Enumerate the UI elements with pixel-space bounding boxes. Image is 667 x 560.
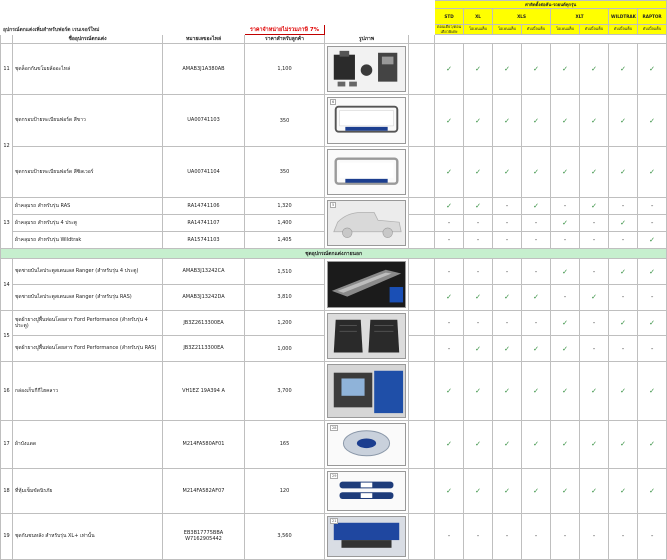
- fit-mark: ✓: [435, 95, 464, 146]
- price: 350: [245, 95, 325, 146]
- fit-mark: ✓: [551, 215, 580, 232]
- fit-mark: ✓: [551, 146, 580, 197]
- fit-mark: ✓: [522, 44, 551, 95]
- item-name: ชุดชายบันไดประตูสเตนเลส Ranger (สำหรับรุ่น RAS): [13, 285, 163, 311]
- fit-mark: ✓: [609, 468, 638, 514]
- fit-mark: -: [435, 215, 464, 232]
- group-xls: XLS: [493, 9, 551, 25]
- floor-mat-photo: [327, 313, 406, 359]
- fit-mark: ✓: [435, 285, 464, 311]
- sub-0: ตอนเดียว/ตอนเดียวพิเศษ: [435, 25, 464, 35]
- item-name: ผ้าคลุมรถ สำหรับรุ่น 4 ประตู: [13, 215, 163, 232]
- price: 3,560: [245, 514, 325, 560]
- storage-box-photo: [327, 364, 406, 418]
- photo-number: 6: [332, 100, 335, 105]
- fit-mark: -: [580, 215, 609, 232]
- fit-mark: ✓: [435, 421, 464, 469]
- col-header-name: ชื่ออุปกรณ์ตกแต่ง: [13, 35, 163, 44]
- group-wildtrak: WILDTRAK: [609, 9, 638, 25]
- car-cover-photo: [327, 200, 406, 246]
- item-name: ชุดล็อกกันขโมยล้ออะไหล่: [13, 44, 163, 95]
- sub-7: ดับเบิ้ลแค็บ: [638, 25, 667, 35]
- fit-mark: ✓: [435, 468, 464, 514]
- part-number: VH1EZ 19A394 A: [163, 362, 245, 421]
- fit-mark: -: [580, 336, 609, 362]
- fit-mark: ✓: [609, 310, 638, 336]
- price: 1,200: [245, 310, 325, 336]
- fit-mark: ✓: [522, 198, 551, 215]
- part-number: RA14741107: [163, 215, 245, 232]
- row-number: 12: [1, 95, 13, 198]
- fit-mark: ✓: [464, 468, 493, 514]
- group-std: STD: [435, 9, 464, 25]
- part-number: AMAB3J13242CA: [163, 259, 245, 285]
- fit-mark: ✓: [493, 285, 522, 311]
- fit-mark: -: [580, 514, 609, 560]
- row-number: 15: [1, 310, 13, 361]
- fit-mark: ✓: [464, 362, 493, 421]
- price: 1,510: [245, 259, 325, 285]
- price: 165: [245, 421, 325, 469]
- part-number: RA14741106: [163, 198, 245, 215]
- part-number: M214FA582AF07: [163, 468, 245, 514]
- fit-mark: -: [551, 232, 580, 249]
- item-name: ชุดกันชนหลัง สำหรับรุ่น XL+ เท่านั้น: [13, 514, 163, 560]
- row-number: 19: [1, 514, 13, 560]
- part-number: UA00741103: [163, 95, 245, 146]
- group-xl: XL: [464, 9, 493, 25]
- vat-note: ราคาจำหน่ายไม่รวมภาษี 7%: [245, 25, 325, 35]
- fit-mark: -: [580, 232, 609, 249]
- fit-mark: -: [522, 514, 551, 560]
- fit-mark: -: [435, 514, 464, 560]
- fit-mark: ✓: [464, 95, 493, 146]
- item-name: กล่องเก็บกีกีไฮคลาว: [13, 362, 163, 421]
- fit-mark: ✓: [493, 468, 522, 514]
- fit-mark: ✓: [464, 285, 493, 311]
- fit-mark: ✓: [522, 336, 551, 362]
- fit-mark: -: [464, 232, 493, 249]
- price: 3,700: [245, 362, 325, 421]
- fit-mark: -: [522, 310, 551, 336]
- fit-mark: -: [551, 514, 580, 560]
- fit-mark: -: [638, 285, 667, 311]
- fit-mark: ✓: [522, 468, 551, 514]
- fit-mark: ✓: [522, 362, 551, 421]
- fit-mark: ✓: [493, 336, 522, 362]
- item-name: ชุดกรอบป้ายทะเบียนฟอร์ด สีซิลเวอร์: [13, 146, 163, 197]
- fit-mark: ✓: [609, 95, 638, 146]
- sub-6: ดับเบิ้ลแค็บ: [609, 25, 638, 35]
- fit-mark: ✓: [464, 146, 493, 197]
- fit-mark: -: [580, 310, 609, 336]
- fit-mark: -: [609, 198, 638, 215]
- part-number: AMAB3J1A380AB: [163, 44, 245, 95]
- row-number: 17: [1, 421, 13, 469]
- row-number: 13: [1, 198, 13, 249]
- col-header-part: หมายเลขอะไหล่: [163, 35, 245, 44]
- fit-mark: -: [638, 215, 667, 232]
- wheel-lock-photo: [327, 46, 406, 92]
- item-name: ผ้าคลุมรถ สำหรับรุ่น Wildtrak: [13, 232, 163, 249]
- sub-5: ดับเบิ้ลแค็บ: [580, 25, 609, 35]
- fit-mark: -: [435, 336, 464, 362]
- page-title: อุปกรณ์ตกแต่งเพิ่มสำหรับฟอร์ด เรนเจอร์ใหม่: [3, 26, 100, 33]
- fit-mark: ✓: [609, 146, 638, 197]
- fit-mark: -: [609, 285, 638, 311]
- item-name: ชุดชายบันไดประตูสเตนเลส Ranger (สำหรับรุ่น 4 ประตู): [13, 259, 163, 285]
- item-name: ชุดผ้ายางปูพื้นท่อนโดยสาร Ford Performance (สำหรับรุ่น RAS): [13, 336, 163, 362]
- fit-mark: ✓: [609, 259, 638, 285]
- fit-mark: ✓: [638, 259, 667, 285]
- fit-mark: -: [464, 215, 493, 232]
- fit-mark: ✓: [580, 285, 609, 311]
- part-number: UA00741104: [163, 146, 245, 197]
- fit-mark: -: [435, 259, 464, 285]
- part-number: M214FA580AF01: [163, 421, 245, 469]
- fit-mark: -: [522, 232, 551, 249]
- fit-mark: ✓: [580, 421, 609, 469]
- item-name: ผ้าบังแดด: [13, 421, 163, 469]
- sunshade-photo: [327, 423, 406, 466]
- fit-mark: -: [609, 232, 638, 249]
- fit-mark: ✓: [638, 44, 667, 95]
- fit-mark: -: [551, 198, 580, 215]
- fit-mark: ✓: [551, 468, 580, 514]
- fit-mark: -: [493, 259, 522, 285]
- fit-mark: ✓: [580, 362, 609, 421]
- fit-mark: -: [464, 259, 493, 285]
- row-number: 18: [1, 468, 13, 514]
- part-number: EB3B17775BBA W7162905442: [163, 514, 245, 560]
- scuff-plate-photo: [327, 261, 406, 307]
- fit-mark: ✓: [493, 421, 522, 469]
- price: 1,405: [245, 232, 325, 249]
- fit-mark: ✓: [580, 198, 609, 215]
- fit-mark: ✓: [464, 421, 493, 469]
- fit-mark: ✓: [551, 44, 580, 95]
- fit-mark: ✓: [522, 95, 551, 146]
- fit-mark: -: [493, 215, 522, 232]
- fit-mark: ✓: [638, 146, 667, 197]
- section-exterior-heading: ชุดอุปกรณ์ตกแต่งภายนอก: [1, 249, 667, 259]
- item-name: ชุดผ้ายางปูพื้นท่อนโดยสาร Ford Performance (สำหรับรุ่น 4 ประตู): [13, 310, 163, 336]
- fit-mark: ✓: [638, 362, 667, 421]
- fit-mark: ✓: [493, 146, 522, 197]
- fit-mark: ✓: [464, 198, 493, 215]
- fit-mark: ✓: [522, 285, 551, 311]
- fit-mark: ✓: [609, 421, 638, 469]
- col-header-price: ราคาสำหรับลูกค้า: [245, 35, 325, 44]
- fit-mark: -: [435, 232, 464, 249]
- price: 1,100: [245, 44, 325, 95]
- part-number: JB3Z2613300EA: [163, 310, 245, 336]
- photo-number: 5: [332, 203, 335, 208]
- fit-mark: ✓: [435, 362, 464, 421]
- row-number: 14: [1, 259, 13, 310]
- fit-mark: -: [493, 514, 522, 560]
- price: 350: [245, 146, 325, 197]
- fit-mark: ✓: [551, 421, 580, 469]
- sub-2: โอเพ่นแค็บ: [493, 25, 522, 35]
- item-name: ผ้าคลุมรถ สำหรับรุ่น RAS: [13, 198, 163, 215]
- part-number: RA15741103: [163, 232, 245, 249]
- photo-number: 21: [332, 519, 337, 524]
- group-raptor: RAPTOR: [638, 9, 667, 25]
- fit-mark: ✓: [522, 146, 551, 197]
- install-cost-group-header: ค่าติดตั้งต่อคัน-รถยนต์ทุกรุ่น: [435, 1, 667, 9]
- fit-mark: -: [609, 514, 638, 560]
- fit-mark: -: [464, 310, 493, 336]
- fit-mark: ✓: [580, 146, 609, 197]
- item-name: ที่หุ้มเข็มขัดนิรภัย: [13, 468, 163, 514]
- fit-mark: ✓: [638, 310, 667, 336]
- photo-number: 28: [332, 426, 337, 431]
- fit-mark: ✓: [551, 95, 580, 146]
- price: 1,000: [245, 336, 325, 362]
- seatbelt-cover-photo: [327, 471, 406, 512]
- fit-mark: ✓: [609, 362, 638, 421]
- sub-4: โอเพ่นแค็บ: [551, 25, 580, 35]
- fit-mark: ✓: [638, 95, 667, 146]
- rear-bumper-photo: [327, 516, 406, 557]
- fit-mark: ✓: [493, 95, 522, 146]
- fit-mark: ✓: [464, 336, 493, 362]
- fit-mark: ✓: [522, 421, 551, 469]
- fit-mark: ✓: [551, 259, 580, 285]
- sub-3: ดับเบิ้ลแค็บ: [522, 25, 551, 35]
- col-header-image: รูปภาพ: [325, 35, 409, 44]
- row-number: 11: [1, 44, 13, 95]
- fit-mark: -: [493, 232, 522, 249]
- fit-mark: -: [493, 198, 522, 215]
- price: 1,320: [245, 198, 325, 215]
- part-number: JB3Z2113300EA: [163, 336, 245, 362]
- sub-1: โอเพ่นแค็บ: [464, 25, 493, 35]
- row-number: 16: [1, 362, 13, 421]
- plate-frame-silver-photo: [327, 149, 406, 195]
- fit-mark: ✓: [638, 421, 667, 469]
- fit-mark: -: [464, 514, 493, 560]
- fit-mark: -: [435, 310, 464, 336]
- fit-mark: -: [638, 514, 667, 560]
- group-xlt: XLT: [551, 9, 609, 25]
- price: 3,810: [245, 285, 325, 311]
- fit-mark: ✓: [580, 468, 609, 514]
- fit-mark: ✓: [638, 232, 667, 249]
- fit-mark: ✓: [609, 44, 638, 95]
- price: 120: [245, 468, 325, 514]
- fit-mark: ✓: [551, 336, 580, 362]
- fit-mark: ✓: [551, 310, 580, 336]
- fit-mark: ✓: [638, 468, 667, 514]
- fit-mark: -: [493, 310, 522, 336]
- fit-mark: -: [522, 215, 551, 232]
- fit-mark: ✓: [609, 215, 638, 232]
- fit-mark: -: [522, 259, 551, 285]
- fit-mark: -: [580, 259, 609, 285]
- price: 1,400: [245, 215, 325, 232]
- fit-mark: -: [609, 336, 638, 362]
- fit-mark: ✓: [464, 44, 493, 95]
- photo-number: 29: [332, 473, 337, 478]
- fit-mark: ✓: [493, 362, 522, 421]
- fit-mark: -: [638, 198, 667, 215]
- fit-mark: -: [638, 336, 667, 362]
- plate-frame-white-photo: [327, 97, 406, 143]
- fit-mark: ✓: [493, 44, 522, 95]
- fit-mark: ✓: [551, 362, 580, 421]
- fit-mark: -: [551, 285, 580, 311]
- fit-mark: ✓: [435, 198, 464, 215]
- fit-mark: ✓: [580, 44, 609, 95]
- fit-mark: ✓: [435, 44, 464, 95]
- fit-mark: ✓: [580, 95, 609, 146]
- item-name: ชุดกรอบป้ายทะเบียนฟอร์ด สีขาว: [13, 95, 163, 146]
- part-number: AMAB3J13242DA: [163, 285, 245, 311]
- fit-mark: ✓: [435, 146, 464, 197]
